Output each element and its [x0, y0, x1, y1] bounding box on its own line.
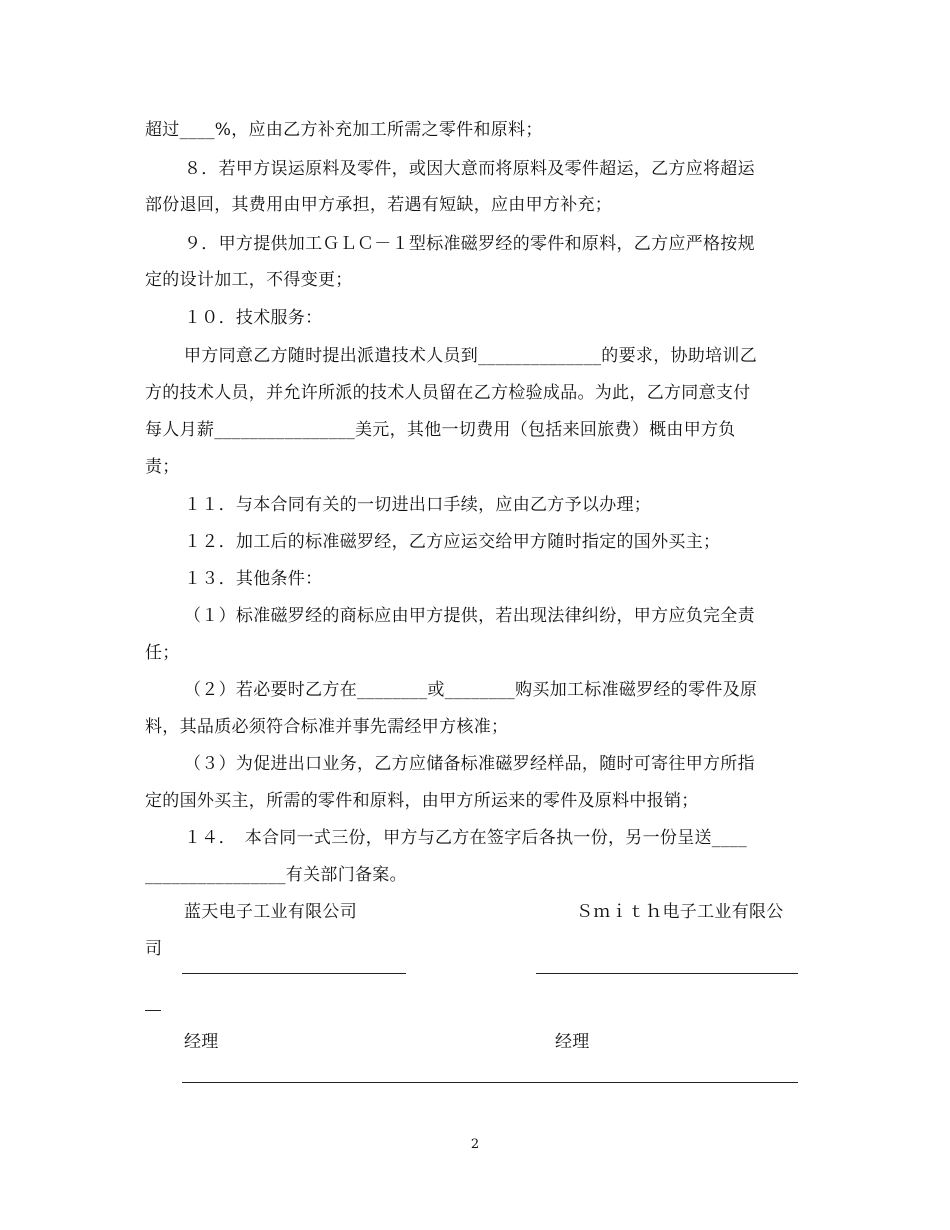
clause-13-heading: １３．其他条件： [184, 569, 323, 589]
signature-line-b-wrap [145, 1010, 161, 1011]
manager-b-label: 经理 [555, 1032, 590, 1052]
text-line: 超过____%，应由乙方补充加工所需之零件和原料； [145, 120, 543, 140]
clause-14-line-2: ________________有关部门备案。 [145, 865, 407, 885]
clause-10-line-1: 甲方同意乙方随时提出派遣技术人员到______________的要求，协助培训乙 [184, 346, 757, 366]
clause-8-line-1: ８．若甲方误运原料及零件，或因大意而将原料及零件超运，乙方应将超运 [184, 159, 755, 179]
manager-signature-line [182, 1082, 798, 1083]
clause-10-line-2: 方的技术人员，并允许所派的技术人员留在乙方检验成品。为此，乙方同意支付 [145, 383, 751, 403]
clause-13-item-3-line-2: 定的国外买主，所需的零件和原料，由甲方所运来的零件及原料中报销； [145, 791, 699, 811]
party-b-name: Ｓｍｉｔｈ电子工业有限公 [576, 902, 784, 922]
clause-12: １２．加工后的标准磁罗经，乙方应运交给甲方随时指定的国外买主； [184, 532, 721, 552]
clause-13-item-2-line-1: （２）若必要时乙方在________或________购买加工标准磁罗经的零件及原 [184, 680, 758, 700]
party-a-name: 蓝天电子工业有限公司 [184, 902, 357, 922]
clause-10-line-4: 责； [145, 457, 180, 477]
clause-10-heading: １０．技术服务： [184, 308, 323, 328]
clause-9-line-2: 定的设计加工，不得变更； [145, 270, 353, 290]
clause-8-line-2: 部份退回，其费用由甲方承担，若遇有短缺，应由甲方补充； [145, 195, 613, 215]
clause-13-item-2-line-2: 料，其品质必须符合标准并事先需经甲方核准； [145, 717, 509, 737]
clause-13-item-1-line-1: （１）标准磁罗经的商标应由甲方提供，若出现法律纠纷，甲方应负完全责 [184, 606, 755, 626]
signature-line-b [536, 973, 798, 974]
clause-13-item-1-line-2: 任； [145, 643, 180, 663]
page-number: 2 [470, 1137, 480, 1152]
signature-line-a [182, 973, 406, 974]
party-b-name-wrap: 司 [145, 939, 163, 959]
clause-13-item-3-line-1: （３）为促进出口业务，乙方应储备标准磁罗经样品，随时可寄往甲方所指 [184, 754, 755, 774]
clause-14-line-1: １４． 本合同一式三份，甲方与乙方在签字后各执一份，另一份呈送____ [184, 828, 747, 848]
clause-11: １１．与本合同有关的一切进出口手续，应由乙方予以办理； [184, 495, 652, 515]
manager-a-label: 经理 [184, 1032, 219, 1052]
clause-9-line-1: ９．甲方提供加工ＧＬＣ－１型标准磁罗经的零件和原料，乙方应严格按规 [184, 234, 755, 254]
clause-10-line-3: 每人月薪________________美元，其他一切费用（包括来回旅费）概由甲方负 [145, 420, 736, 440]
